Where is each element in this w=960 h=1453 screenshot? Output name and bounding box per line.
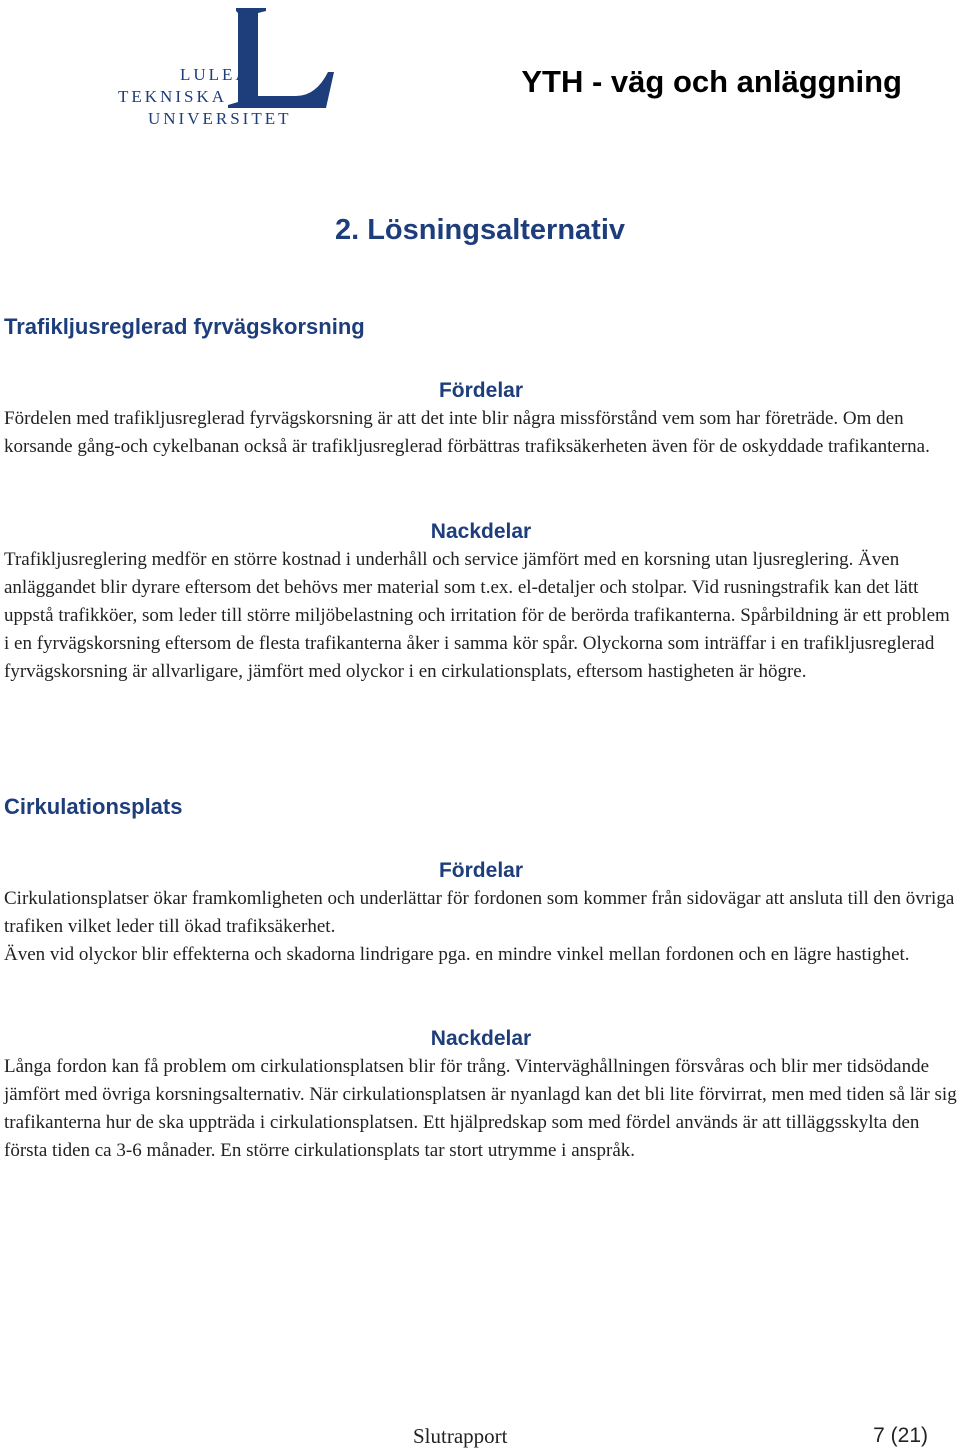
university-logo	[118, 4, 340, 126]
section-heading: Cirkulationsplats	[4, 794, 183, 819]
disadvantages-text: Långa fordon kan få problem om cirkulationsplatsen blir för trång. Vinterväghållningen försvåras och blir mer tidsödande jämfört med övriga korsningsalternativ. När cirkulationsplatsen är nyanlagd kan det bli lite förvirrat, men med tiden så lär sig trafikanterna hur de ska uppträda i cirkulationsplatsen. Ett hjälpredskap som med fördel används är att tilläggsskylta den första tiden ca 3-6 månader. En större cirkulationsplats tar stort utrymme i anspråk.	[4, 1056, 957, 1161]
advantages-heading: Fördelar	[438, 859, 524, 882]
section-roundabout	[4, 794, 958, 820]
page-number: 7 (21)	[873, 1424, 928, 1447]
advantages-text: Även vid olyckor blir effekterna och skadorna lindrigare pga. en mindre vinkel mellan fordonen och en lägre hastighet.	[4, 944, 910, 965]
disadvantages-text: Trafikljusreglering medför en större kostnad i underhåll och service jämfört med en korsning utan ljusreglering. Även anläggandet blir dyrare eftersom det behövs mer material som t.ex. el-detaljer och stolpar. Vid rusningstrafik kan det lätt uppstå trafikköer, som leder till större miljöbelastning och irritation för de berörda trafikanterna. Spårbildning är ett problem i en fyrvägskorsning eftersom de flesta trafikanterna åker i samma kör spår. Olyckorna som inträffar i en trafikljusreglerad fyrvägskorsning är allvarligare, jämfört med olyckor i en cirkulationsplats, eftersom hastigheten är högre.	[4, 549, 950, 682]
section-roundabout-advantages	[4, 857, 958, 969]
advantages-heading: Fördelar	[438, 379, 524, 402]
section-traffic-light	[4, 314, 958, 340]
document-title: YTH - väg och anläggning	[521, 64, 902, 99]
disadvantages-heading: Nackdelar	[430, 520, 532, 543]
chapter-title: 2. Lösningsalternativ	[334, 214, 626, 246]
section-roundabout-disadvantages	[4, 1025, 958, 1165]
logo-line-3: UNIVERSITET	[148, 109, 292, 128]
disadvantages-heading: Nackdelar	[430, 1027, 532, 1050]
advantages-text: Cirkulationsplatser ökar framkomligheten och underlättar för fordonen som kommer från sidovägar att ansluta till den övriga trafiken vilket leder till ökad trafiksäkerhet.	[4, 888, 955, 937]
logo-line-1: LULEÅ	[180, 65, 251, 84]
section-traffic-light-advantages	[4, 377, 958, 461]
section-heading: Trafikljusreglerad fyrvägskorsning	[4, 314, 365, 339]
logo-line-2: TEKNISKA	[118, 87, 227, 106]
footer-label: Slutrapport	[413, 1424, 508, 1448]
advantages-text: Fördelen med trafikljusreglerad fyrvägskorsning är att det inte blir några missförstånd vem som har företräde. Om den korsande gång-och cykelbanan också är trafikljusreglerad förbättras trafiksäkerheten även för de oskyddade trafikanterna.	[4, 408, 930, 457]
section-traffic-light-disadvantages	[4, 518, 958, 686]
